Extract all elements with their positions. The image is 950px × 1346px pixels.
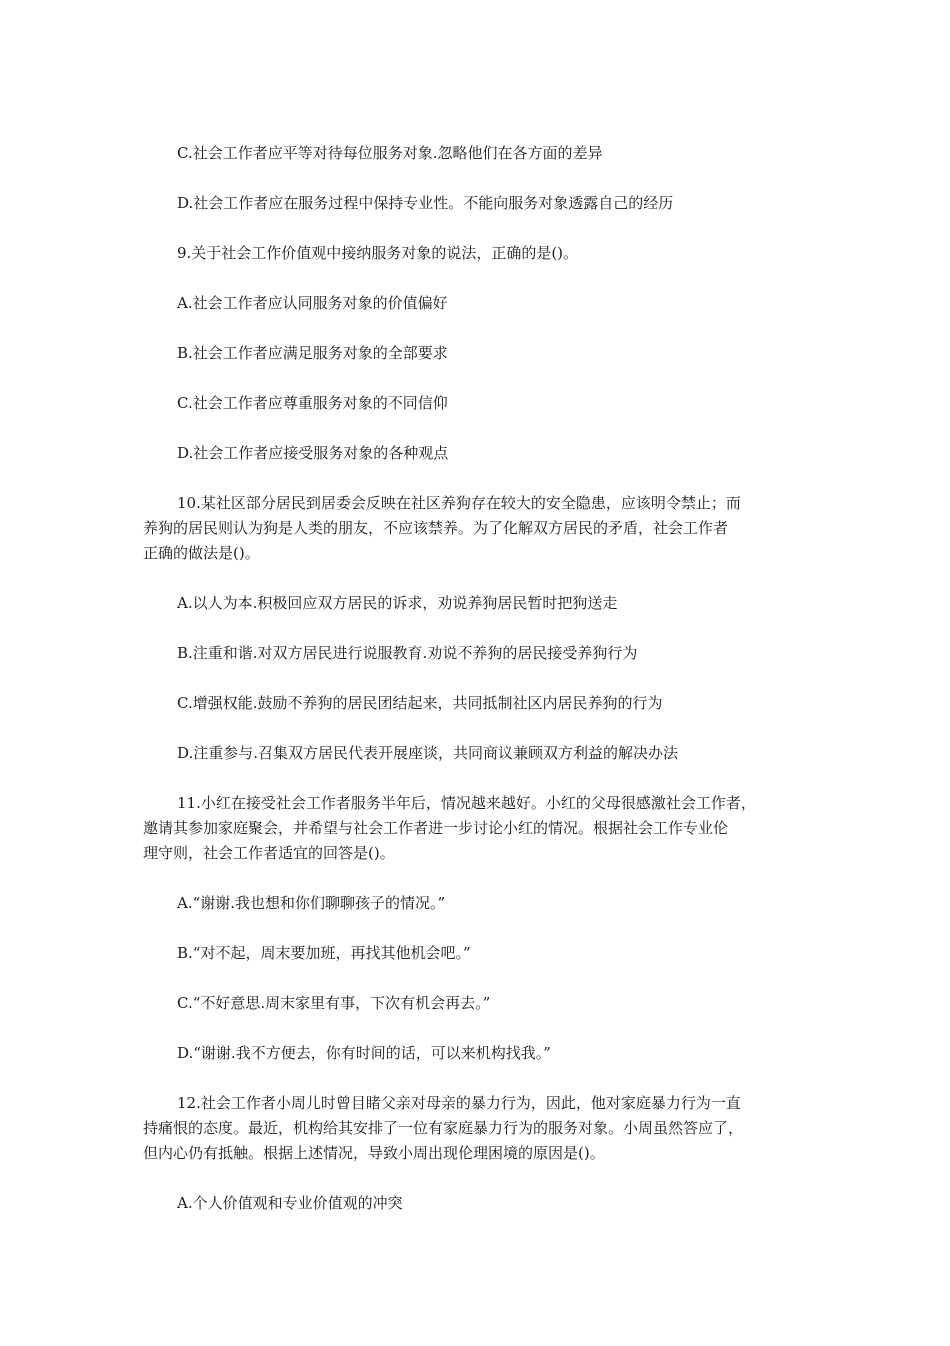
q9-stem: 9.关于社会工作价值观中接纳服务对象的说法，正确的是()。	[177, 244, 579, 262]
q12-stem-line-1: 12.社会工作者小周儿时曾目睹父亲对母亲的暴力行为，因此，他对家庭暴力行为一直	[177, 1094, 741, 1112]
q10-option-d: D.注重参与.召集双方居民代表开展座谈，共同商议兼顾双方利益的解决办法	[177, 744, 679, 762]
q11-stem-line-2: 邀请其参加家庭聚会，并希望与社会工作者进一步讨论小红的情况。根据社会工作专业伦	[143, 819, 729, 837]
q8-option-d: D.社会工作者应在服务过程中保持专业性。不能向服务对象透露自己的经历	[177, 194, 674, 212]
q10-stem-line-3: 正确的做法是()。	[143, 544, 260, 562]
q10-stem-line-2: 养狗的居民则认为狗是人类的朋友，不应该禁养。为了化解双方居民的矛盾，社会工作者	[143, 519, 729, 537]
q11-stem-line-1: 11.小红在接受社会工作者服务半年后，情况越来越好。小红的父母很感激社会工作者，	[177, 794, 756, 812]
q10-option-b: B.注重和谐.对双方居民进行说服教育.劝说不养狗的居民接受养狗行为	[177, 644, 638, 662]
q11-option-b: B.“对不起，周末要加班，再找其他机会吧。”	[177, 944, 471, 962]
q12-option-a: A.个人价值观和专业价值观的冲突	[177, 1194, 403, 1212]
q11-stem-line-3: 理守则，社会工作者适宜的回答是()。	[143, 844, 395, 862]
q8-option-c: C.社会工作者应平等对待每位服务对象.忽略他们在各方面的差异	[177, 144, 603, 162]
q11-option-a: A.“谢谢.我也想和你们聊聊孩子的情况。”	[177, 894, 446, 912]
q9-option-d: D.社会工作者应接受服务对象的各种观点	[177, 444, 449, 462]
q12-stem-line-2: 持痛恨的态度。最近，机构给其安排了一位有家庭暴力行为的服务对象。小周虽然答应了，	[143, 1119, 744, 1137]
q10-option-c: C.增强权能.鼓励不养狗的居民团结起来，共同抵制社区内居民养狗的行为	[177, 694, 663, 712]
q9-option-b: B.社会工作者应满足服务对象的全部要求	[177, 344, 448, 362]
q10-stem-line-1: 10.某社区部分居民到居委会反映在社区养狗存在较大的安全隐患，应该明令禁止；而	[177, 494, 741, 512]
q11-option-d: D.“谢谢.我不方便去，你有时间的话，可以来机构找我。”	[177, 1044, 551, 1062]
q11-option-c: C.“不好意思.周末家里有事，下次有机会再去。”	[177, 994, 491, 1012]
q12-stem-line-3: 但内心仍有抵触。根据上述情况，导致小周出现伦理困境的原因是()。	[143, 1144, 605, 1162]
q9-option-a: A.社会工作者应认同服务对象的价值偏好	[177, 294, 448, 312]
q10-option-a: A.以人为本.积极回应双方居民的诉求，劝说养狗居民暂时把狗送走	[177, 594, 618, 612]
q9-option-c: C.社会工作者应尊重服务对象的不同信仰	[177, 394, 448, 412]
